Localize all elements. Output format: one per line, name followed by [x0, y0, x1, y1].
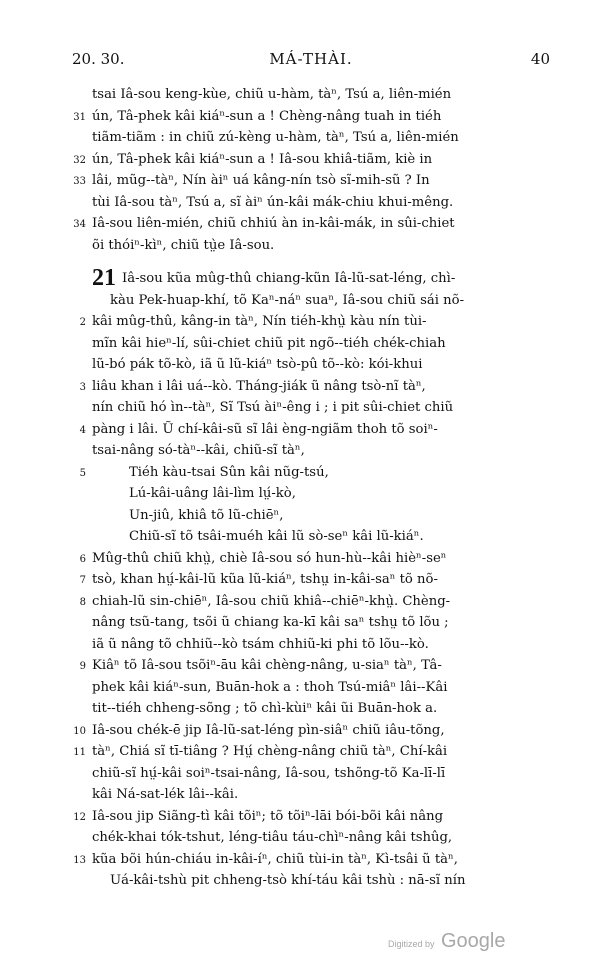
text-line [92, 634, 554, 656]
verse-number: 6 [79, 553, 86, 565]
verse-number: 32 [73, 154, 86, 166]
text-line [92, 333, 554, 355]
text-line [92, 235, 554, 257]
verse-number: 7 [79, 575, 86, 586]
verse-number: 2 [79, 317, 86, 328]
line-text: lâi, mũg--tàⁿ, Nín àiⁿ uá kâng-nín tsò sĩ-mih-sũ ? In [92, 173, 430, 188]
verse-number: 12 [73, 811, 86, 823]
line-text: tsai-nâng só-tàⁿ--kâi, chiũ-sĩ tàⁿ, [92, 443, 305, 458]
text-line [92, 698, 554, 720]
line-text: Iâ-sou jip Siãng-tì kâi tõiⁿ; tõ tõiⁿ-lāi bói-bõi kâi nâng [92, 808, 444, 824]
line-text: Iâ-sou liên-mién, chiũ chhiú àn in-kâi-mák, in sûi-chiet [92, 216, 455, 231]
text-line [92, 505, 554, 527]
line-text: Un-jiû, khiâ tõ lũ-chiēⁿ, [129, 507, 284, 523]
line-text: ún, Tâ-phek kâi kiáⁿ-sun a ! Iâ-sou khiâ-tiãm, kiè in [92, 151, 433, 167]
line-text: Mûg-thû chiũ khṳ̀, chiè Iâ-sou só hun-hù--kâi hièⁿ-seⁿ [92, 550, 447, 566]
line-text: Lú-kâi-uâng lâi-lìm lṳ́-kò, [129, 486, 296, 501]
text-line [92, 397, 554, 419]
text-line [73, 213, 554, 235]
line-text: Iâ-sou chék-ē jip Iâ-lũ-sat-léng pìn-siâⁿ chiũ iâu-tõng, [92, 722, 445, 738]
line-text: chiũ-sĩ hṳ́-kâi soiⁿ-tsai-nâng, Iâ-sou, tshõng-tõ Ka-lī-lī [92, 765, 446, 781]
line-text: liâu khan i lâi uá--kò. Tháng-jiák ũ nâng tsò-nĩ tàⁿ, [92, 378, 426, 394]
line-text: tàⁿ, Chiá sĩ tī-tiâng ? Hṳ́ chèng-nâng chiũ tàⁿ, Chí-kâi [92, 744, 448, 759]
line-text: tit--tiéh chheng-sõng ; tõ chì-kùiⁿ kâi ũi Buān-hok a. [92, 701, 438, 716]
text-line [92, 354, 554, 376]
text-line [92, 827, 554, 849]
page-number: 40 [530, 50, 550, 68]
text-line [92, 612, 554, 634]
line-text: kũa bõi hún-chiáu in-kâi-íⁿ, chiũ tùi-in tàⁿ, Kì-tsâi ũ tàⁿ, [92, 851, 458, 867]
text-line [92, 265, 554, 291]
line-text: nâng tsũ-tang, tsõi ũ chiang ka-kī kâi saⁿ tshṳ tõ lõu ; [92, 615, 449, 630]
text-line [79, 655, 554, 677]
chapter-verse-ref: 20. 30. [72, 50, 125, 68]
line-text: mĩn kâi hieⁿ-lí, sûi-chiet chiũ pit ngõ--tiéh chék-chiah [92, 335, 446, 351]
watermark-prefix: Digitized by [388, 939, 435, 949]
text-line [79, 419, 554, 441]
line-text: Chiũ-sĩ tõ tsâi-muéh kâi lũ sò-seⁿ kâi lũ-kiáⁿ. [129, 529, 424, 544]
verse-number: 4 [79, 424, 86, 436]
text-line [92, 483, 554, 505]
text-line [92, 192, 554, 214]
line-text: pàng i lâi. Ũ chí-kâi-sũ sĩ lâi èng-ngiãm thoh tõ soiⁿ- [92, 421, 438, 437]
line-text: lũ-bó pák tõ-kò, iã ũ lũ-kiáⁿ tsò-pû tõ--kò: kói-khui [92, 357, 423, 372]
text-line [92, 84, 554, 106]
line-text: Iâ-sou kũa mûg-thû chiang-kũn Iâ-lũ-sat-léng, chì- [122, 271, 456, 286]
line-text: kàu Pek-huap-khí, tõ Kaⁿ-náⁿ suaⁿ, Iâ-sou chiũ sái nõ- [110, 292, 465, 308]
text-line [73, 106, 554, 128]
text-line [73, 741, 554, 763]
line-text: iã ũ nâng tõ chhiũ--kò tsám chhiũ-ki phi tõ lõu--kò. [92, 636, 429, 652]
line-text: kâi mûg-thû, kâng-in tàⁿ, Nín tiéh-khṳ̀ kàu nín tùi- [92, 314, 427, 329]
text-line [92, 870, 554, 892]
line-text: Tiéh kàu-tsai Sûn kâi nũg-tsú, [129, 464, 329, 480]
line-text: Uá-kâi-tshù pit chheng-tsò khí-táu kâi tshù : nā-sĩ nín [110, 873, 466, 888]
verse-number: 31 [73, 111, 86, 123]
line-text: tsò, khan hṳ́-kâi-lũ kũa lũ-kiáⁿ, tshṳ in-kâi-saⁿ tõ nõ- [92, 572, 438, 587]
text-line [92, 290, 554, 312]
line-text: chiah-lũ sin-chiēⁿ, Iâ-sou chiũ khiâ--chiēⁿ-khṳ̀. Chèng- [92, 593, 451, 609]
line-text: tsai Iâ-sou keng-kùe, chiũ u-hàm, tàⁿ, Tsú a, liên-mién [92, 87, 452, 102]
line-text: Kiâⁿ tõ Iâ-sou tsõiⁿ-āu kâi chèng-nâng, u-siaⁿ tàⁿ, Tâ- [92, 658, 442, 673]
scripture-text [73, 84, 554, 892]
verse-number: 13 [73, 854, 86, 866]
line-text: tiãm-tiãm : in chiũ zú-kèng u-hàm, tàⁿ, Tsú a, liên-mién [92, 130, 459, 145]
text-line [92, 763, 554, 785]
text-line [79, 311, 554, 333]
line-text: kâi Ná-sat-lék lâi--kâi. [92, 787, 239, 802]
text-line [92, 526, 554, 548]
text-line [73, 849, 554, 871]
digitized-watermark [388, 930, 505, 953]
verse-number: 10 [73, 725, 86, 737]
verse-number: 8 [79, 596, 86, 608]
text-line [92, 440, 554, 462]
text-line [73, 720, 554, 742]
book-title: MÁ-THÀI. [269, 50, 353, 68]
line-text: õi thóiⁿ-kìⁿ, chiũ tṳ̀e Iâ-sou. [92, 237, 275, 253]
text-line [79, 569, 554, 591]
line-text: ún, Tâ-phek kâi kiáⁿ-sun a ! Chèng-nâng tuah in tiéh [92, 108, 442, 124]
verse-number: 5 [79, 467, 86, 479]
text-line [79, 462, 554, 484]
verse-number: 33 [73, 176, 86, 187]
verse-number: 9 [79, 661, 86, 672]
line-text: tùi Iâ-sou tàⁿ, Tsú a, sĩ àiⁿ ún-kâi mák-chiu khui-mêng. [92, 194, 454, 210]
text-line [92, 784, 554, 806]
line-text: nín chiũ hó ìn--tàⁿ, Sĩ Tsú àiⁿ-êng i ; i pit sûi-chiet chiũ [92, 400, 454, 415]
text-line [73, 806, 554, 828]
text-line [79, 548, 554, 570]
line-text: chék-khai tók-tshut, léng-tiâu táu-chìⁿ-nâng kâi tshûg, [92, 830, 453, 845]
text-line [73, 170, 554, 192]
google-logo: Google [440, 930, 506, 952]
text-line [73, 149, 554, 171]
text-line [79, 376, 554, 398]
text-line [92, 677, 554, 699]
running-header [72, 50, 550, 74]
text-line [92, 127, 554, 149]
text-line [79, 591, 554, 613]
line-text: phek kâi kiáⁿ-sun, Buān-hok a : thoh Tsú-miâⁿ lâi--Kâi [92, 679, 448, 695]
chapter-number: 21 [92, 265, 116, 291]
verse-number: 3 [79, 381, 86, 393]
verse-number: 11 [73, 747, 86, 758]
verse-number: 34 [73, 219, 86, 230]
